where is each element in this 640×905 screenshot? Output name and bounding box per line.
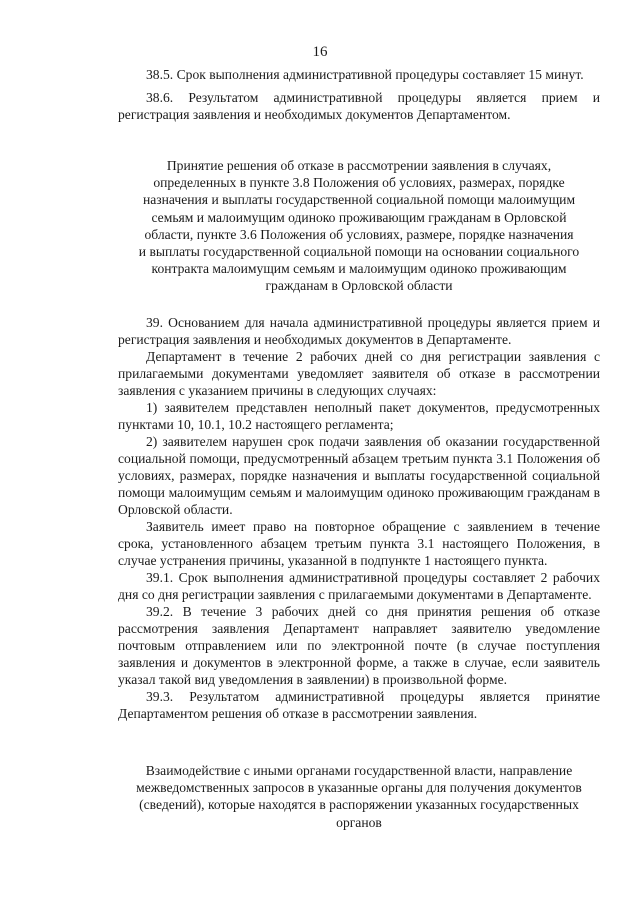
heading-line: контракта малоимущим семьям и малоимущим одиноко проживающим — [151, 261, 567, 277]
section-heading-interaction — [118, 762, 600, 831]
heading-line: семьям и малоимущим одиноко проживающим гражданам в Орловской — [151, 209, 567, 225]
heading-line: Принятие решения об отказе в рассмотрении заявления в случаях, — [166, 158, 552, 173]
heading-line: области, пункте 3.6 Положения об условиях, размере, порядке назначения — [144, 226, 574, 242]
paragraph-39-3: 39.3. Результатом административной процедуры является принятие Департаментом решения об отказе в рассмотрении заявления. — [118, 689, 600, 721]
section-38-text — [118, 66, 600, 123]
paragraph-notification: Департамент в течение 2 рабочих дней со дня регистрации заявления с прилагаемыми документами уведомляет заявителя об отказе в рассмотрении заявления с указанием причины в следующих случаях: — [118, 349, 600, 398]
heading-line: (сведений), которые находятся в распоряжении указанных государственных — [139, 797, 579, 813]
heading-line: гражданам в Орловской области — [265, 278, 453, 294]
paragraph-38-5: 38.5. Срок выполнения административной процедуры составляет 15 минут. — [146, 67, 584, 82]
section-heading-refusal — [118, 157, 600, 295]
section-39-text — [118, 314, 600, 722]
heading-line: Взаимодействие с иными органами государственной власти, направление — [145, 763, 573, 778]
paragraph-case-1: 1) заявителем представлен неполный пакет документов, предусмотренных пунктами 10, 10.1, 10.2 настоящего регламента; — [118, 400, 600, 432]
page-number: 16 — [312, 44, 328, 60]
paragraph-39-2: 39.2. В течение 3 рабочих дней со дня принятия решения об отказе рассмотрения заявления Департамент направляет заявителю уведомление почтовым отправлением или по электронной почте (в случае поступления заявления и документов в электронной форме, а также в случае, если заявитель указал такой вид уведомления в заявлении) в произвольной форме. — [118, 604, 600, 687]
paragraph-39: 39. Основанием для начала административной процедуры является прием и регистрация заявления и необходимых документов в Департаменте. — [118, 315, 600, 347]
heading-line: органов — [336, 814, 382, 830]
paragraph-39-1: 39.1. Срок выполнения административной процедуры составляет 2 рабочих дня со дня регистрации заявления с прилагаемыми документами в Департаменте. — [118, 570, 600, 602]
paragraph-38-6: 38.6. Результатом административной процедуры является прием и регистрация заявления и необходимых документов Департаментом. — [118, 90, 600, 122]
heading-line: назначения и выплаты государственной социальной помощи малоимущим — [142, 192, 576, 208]
heading-line: определенных в пункте 3.8 Положения об условиях, размерах, порядке — [153, 175, 565, 191]
heading-line: межведомственных запросов в указанные органы для получения документов — [136, 780, 582, 796]
heading-line: и выплаты государственной социальной помощи на основании социального — [138, 244, 580, 260]
paragraph-case-2: 2) заявителем нарушен срок подачи заявления об оказании государственной социальной помощи, предусмотренный абзацем третьим пункта 3.1 Положения об условиях, размерах, порядке назначения и выплаты государственной социальной помощи малоимущим семьям и малоимущим одиноко проживающим гражданам в Орловской области. — [118, 434, 600, 517]
paragraph-reapply: Заявитель имеет право на повторное обращение с заявлением в течение срока, установленного абзацем третьим пункта 3.1 настоящего Положения, в случае устранения причины, указанной в подпункте 1 настоящего пункта. — [118, 519, 600, 568]
